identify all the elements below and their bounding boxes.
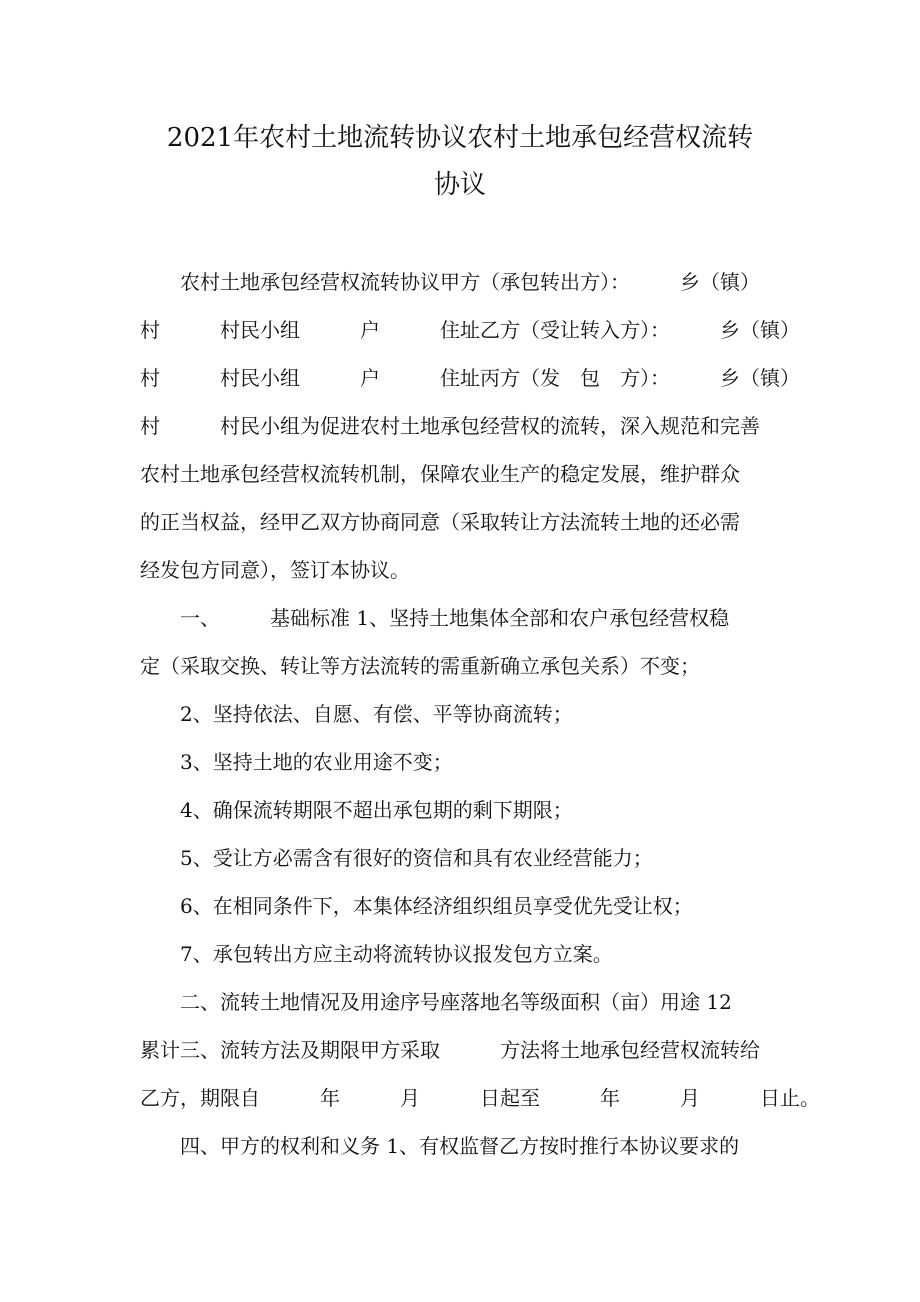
list-item: 4、确保流转期限不超出承包期的剩下期限； <box>180 798 573 822</box>
paragraph-line: 乙方，期限自 年 月 日起至 年 月 日止。 <box>140 1086 820 1110</box>
paragraph-line: 村 村民小组 户 住址丙方（发 包 方）： 乡（镇） <box>140 366 800 390</box>
paragraph-line: 经发包方同意），签订本协议。 <box>140 558 410 582</box>
list-item: 2、坚持依法、自愿、有偿、平等协商流转； <box>180 702 573 726</box>
list-item: 6、在相同条件下，本集体经济组织组员享受优先受让权； <box>180 894 693 918</box>
section-heading-1: 一、 基础标准 1、坚持土地集体全部和农户承包经营权稳 <box>180 606 730 630</box>
section-heading-4: 四、甲方的权利和义务 1、有权监督乙方按时推行本协议要求的 <box>180 1134 740 1158</box>
title-line-1: 2021年农村土地流转协议农村土地承包经营权流转 <box>166 123 754 153</box>
paragraph-line: 农村土地承包经营权流转协议甲方（承包转出方）： 乡（镇） <box>180 270 760 294</box>
paragraph-line: 村 村民小组为促进农村土地承包经营权的流转，深入规范和完善 <box>140 414 760 438</box>
list-item: 3、坚持土地的农业用途不变； <box>180 750 453 774</box>
paragraph-line: 累计三、流转方法及期限甲方采取 方法将土地承包经营权流转给 <box>140 1038 760 1062</box>
paragraph-line: 定（采取交换、转让等方法流转的需重新确立承包关系）不变； <box>140 654 700 678</box>
paragraph-line: 农村土地承包经营权流转机制，保障农业生产的稳定发展，维护群众 <box>140 462 740 486</box>
title-line-2: 协议 <box>433 170 486 200</box>
list-item: 7、承包转出方应主动将流转协议报发包方立案。 <box>180 942 613 966</box>
section-heading-2: 二、流转土地情况及用途序号座落地名等级面积（亩）用途 12 <box>180 990 732 1014</box>
list-item: 5、受让方必需含有很好的资信和具有农业经营能力； <box>180 846 653 870</box>
paragraph-line: 的正当权益，经甲乙双方协商同意（采取转让方法流转土地的还必需 <box>140 510 740 534</box>
paragraph-line: 村 村民小组 户 住址乙方（受让转入方）： 乡（镇） <box>140 318 800 342</box>
